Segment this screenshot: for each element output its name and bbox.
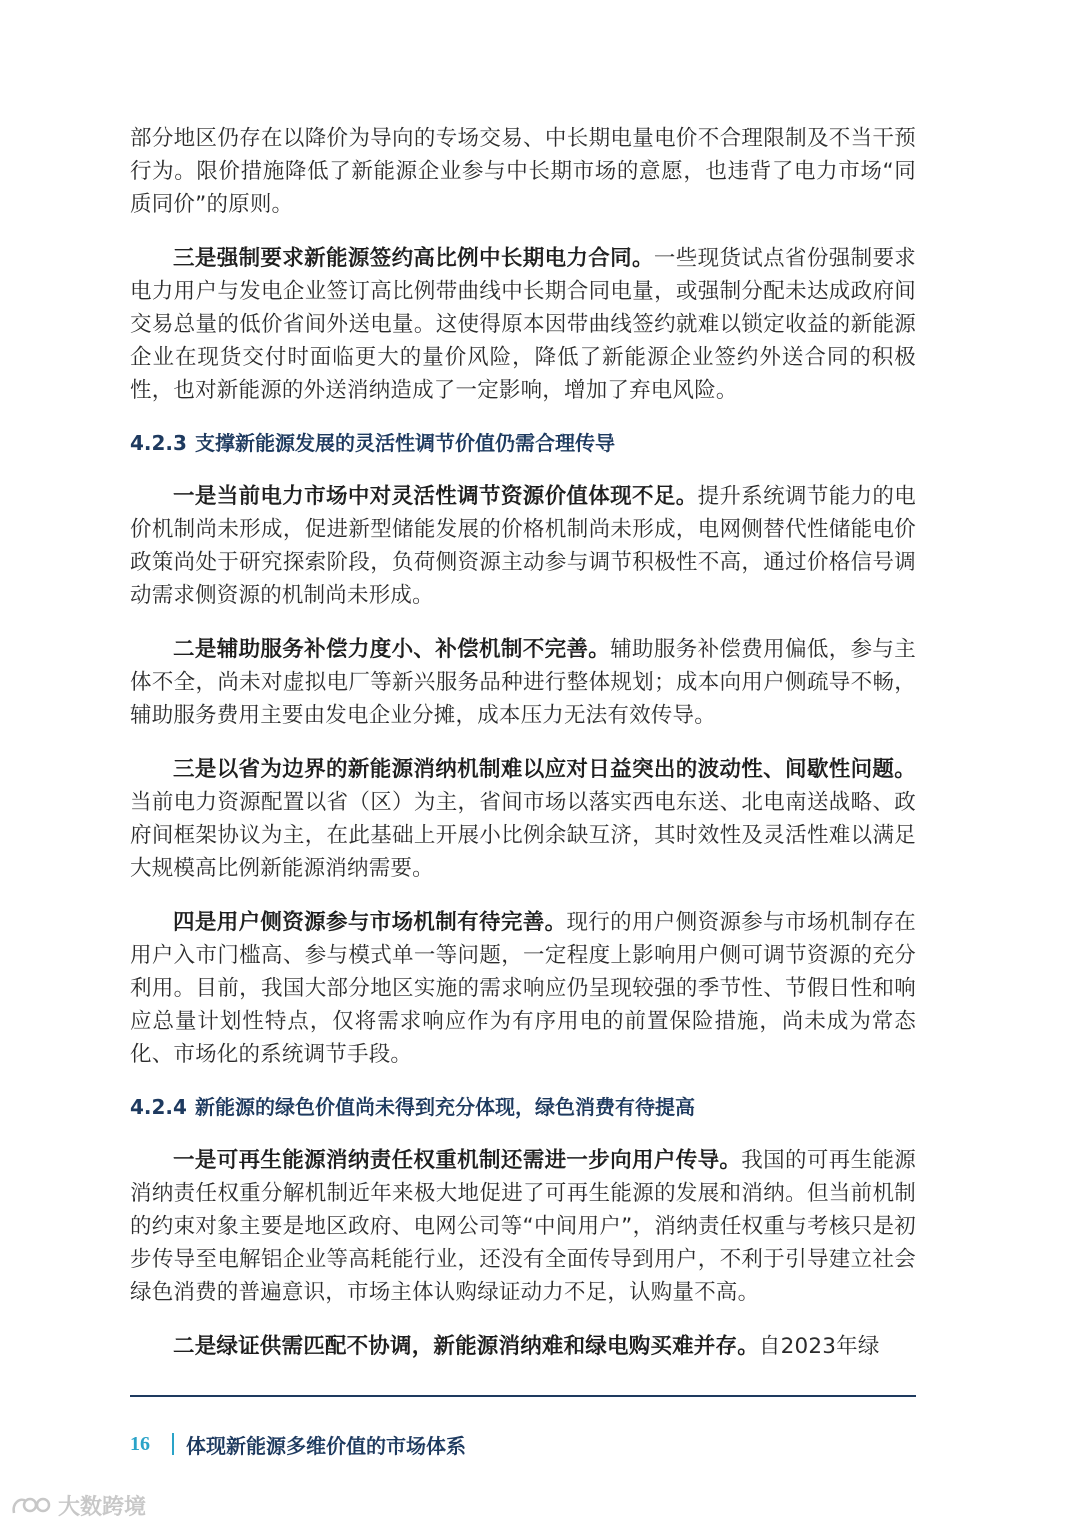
section-title: 新能源的绿色价值尚未得到充分体现，绿色消费有待提高 [194, 1095, 695, 1119]
page-content [130, 122, 916, 1384]
section-heading [130, 1092, 916, 1122]
body-paragraph [130, 1330, 916, 1363]
paragraph-text: 辅助服务补偿费用偏低，参与主体不全，尚未对虚拟电厂等新兴服务品种进行整体规划；成本向用户侧疏导不畅，辅助服务费用主要由发电企业分摊，成本压力无法有效传导。 [130, 637, 916, 728]
paragraph-lead: 三是强制要求新能源签约高比例中长期电力合同。 [173, 246, 654, 271]
section-number: 4.2.3 [130, 431, 187, 455]
watermark [10, 1490, 146, 1521]
body-paragraph [130, 906, 916, 1071]
section-heading [130, 428, 916, 458]
paragraph-lead: 一是可再生能源消纳责任权重机制还需进一步向用户传导。 [173, 1148, 742, 1173]
paragraph-lead: 三是以省为边界的新能源消纳机制难以应对日益突出的波动性、间歇性问题。 [173, 757, 916, 782]
paragraph-text: 一些现货试点省份强制要求电力用户与发电企业签订高比例带曲线中长期合同电量，或强制分配未达成政府间交易总量的低价省间外送电量。这使得原本因带曲线签约就难以锁定收益的新能源企业在现货交付时面临更大的量价风险，降低了新能源企业签约外送合同的积极性，也对新能源的外送消纳造成了一定影响，增加了弃电风险。 [130, 246, 917, 403]
body-paragraph [130, 122, 916, 221]
body-paragraph [130, 633, 916, 732]
paragraph-text: 自2023年绿 [758, 1334, 880, 1359]
body-paragraph [130, 1144, 916, 1309]
section-title: 支撑新能源发展的灵活性调节价值仍需合理传导 [194, 431, 615, 455]
paragraph-text: 现行的用户侧资源参与市场机制存在用户入市门槛高、参与模式单一等问题，一定程度上影响用户侧可调节资源的充分利用。目前，我国大部分地区实施的需求响应仍呈现较强的季节性、节假日性和响应总量计划性特点，仅将需求响应作为有序用电的前置保险措施，尚未成为常态化、市场化的系统调节手段。 [130, 910, 916, 1067]
footer-separator [172, 1433, 174, 1455]
paragraph-text: 提升系统调节能力的电价机制尚未形成，促进新型储能发展的价格机制尚未形成，电网侧替代性储能电价政策尚处于研究探索阶段，负荷侧资源主动参与调节积极性不高，通过价格信号调动需求侧资源的机制尚未形成。 [130, 484, 916, 608]
page-footer [130, 1428, 466, 1460]
watermark-text: 大数跨境 [58, 1495, 147, 1520]
body-paragraph [130, 480, 916, 612]
footer-divider [130, 1395, 916, 1397]
paragraph-text: 当前电力资源配置以省（区）为主，省间市场以落实西电东送、北电南送战略、政府间框架协议为主，在此基础上开展小比例余缺互济，其时效性及灵活性难以满足大规模高比例新能源消纳需要。 [130, 790, 916, 881]
page-number: 16 [130, 1432, 150, 1455]
body-paragraph [130, 242, 916, 407]
section-number: 4.2.4 [130, 1095, 187, 1119]
paragraph-text: 我国的可再生能源消纳责任权重分解机制近年来极大地促进了可再生能源的发展和消纳。但当前机制的约束对象主要是地区政府、电网公司等“中间用户”，消纳责任权重与考核只是初步传导至电解铝企业等高耗能行业，还没有全面传导到用户，不利于引导建立社会绿色消费的普遍意识，市场主体认购绿证动力不足，认购量不高。 [130, 1148, 916, 1305]
paragraph-text: 部分地区仍存在以降价为导向的专场交易、中长期电量电价不合理限制及不当干预行为。限价措施降低了新能源企业参与中长期市场的意愿，也违背了电力市场“同质同价”的原则。 [130, 126, 916, 217]
paragraph-lead: 一是当前电力市场中对灵活性调节资源价值体现不足。 [173, 484, 698, 509]
paragraph-lead: 四是用户侧资源参与市场机制有待完善。 [173, 910, 567, 935]
paragraph-lead: 二是辅助服务补偿力度小、补偿机制不完善。 [173, 637, 611, 662]
document-title: 体现新能源多维价值的市场体系 [186, 1433, 466, 1458]
watermark-logo-icon [10, 1493, 54, 1519]
body-paragraph [130, 753, 916, 885]
paragraph-lead: 二是绿证供需匹配不协调，新能源消纳难和绿电购买难并存。 [173, 1334, 759, 1359]
